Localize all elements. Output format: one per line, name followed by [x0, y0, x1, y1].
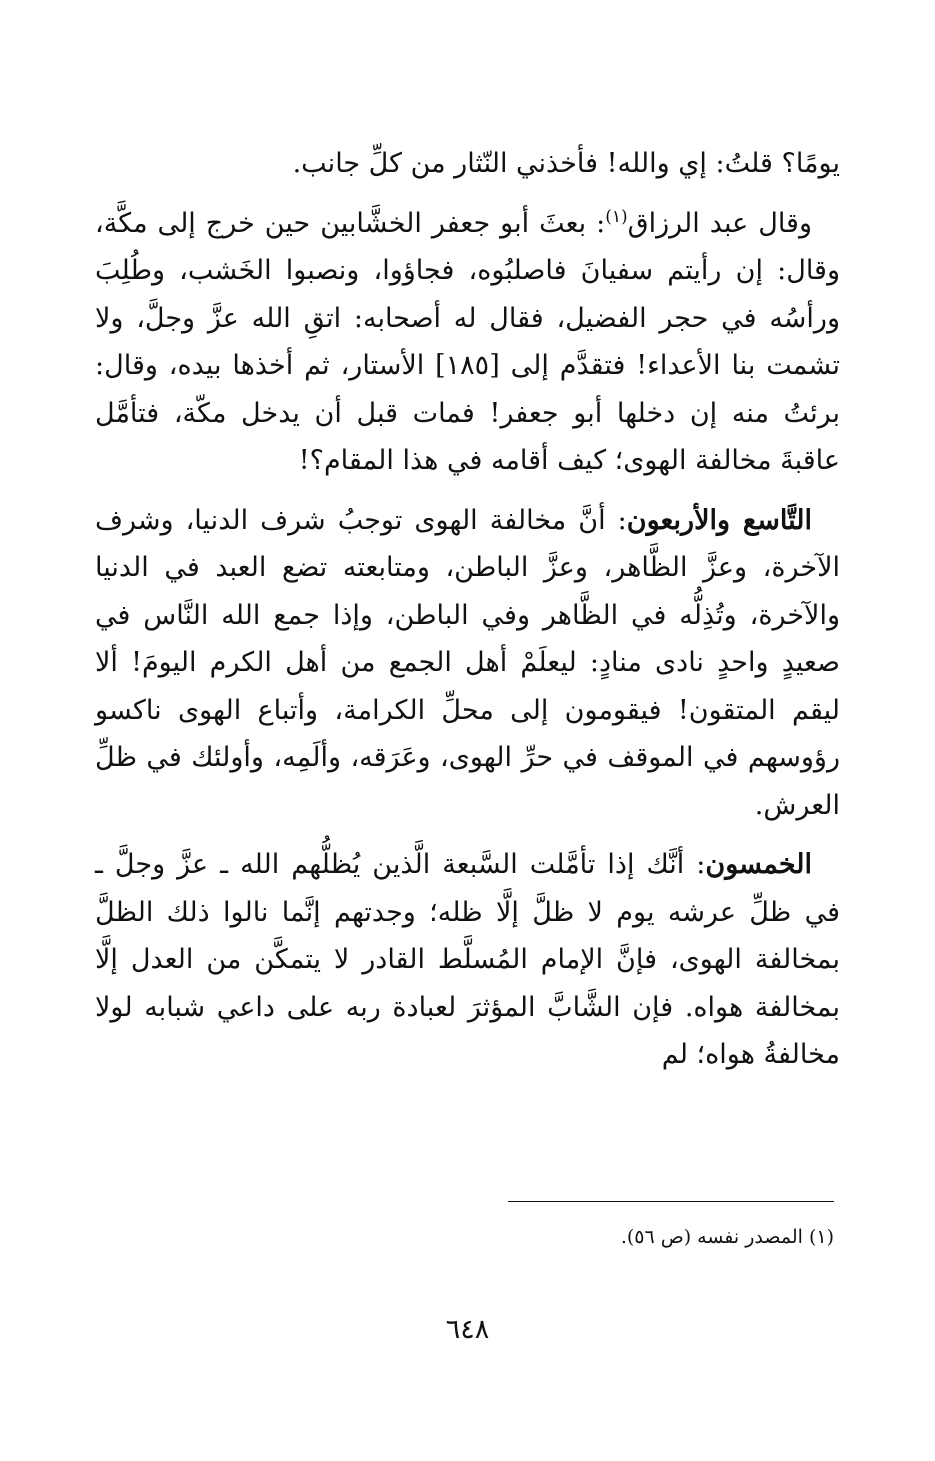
footnote-divider	[508, 1201, 834, 1202]
paragraph-2-text: : بعثَ أبو جعفر الخشَّابين حين خرج إلى مكَّة، وقال: إن رأيتم سفيانَ فاصلبُوه، فجاؤوا، ونصبوا الخَشب، وطُلِبَ ورأسُه في حجر الفضيل، فقال له أصحابه: اتقِ الله عزَّ وجلَّ، ولا تشمت بنا الأعداء! فتقدَّم إلى [١٨٥] الأستار، ثم أخذها بيده، وقال: برئتُ منه إن دخلها أبو جعفر! فمات قبل أن يدخل مكّة، فتأمَّل عاقبةَ مخالفة الهوى؛ كيف أقامه في هذا المقام؟!	[95, 207, 840, 476]
footnote-reference[interactable]: (١)	[605, 206, 628, 227]
paragraph-3	[95, 497, 840, 830]
paragraph-4	[95, 841, 840, 1079]
main-text	[95, 140, 840, 1091]
paragraph-3-heading: التَّاسع والأربعون	[626, 504, 812, 536]
paragraph-1-text: يومًا؟ قلتُ: إي والله! فأخذني النّثار من كلِّ جانب.	[292, 148, 840, 179]
paragraph-4-text: : أنَّك إذا تأمَّلت السَّبعة الَّذين يُظلُّهم الله ـ عزَّ وجلَّ ـ في ظلِّ عرشه يوم لا ظلَّ إلَّا ظله؛ وجدتهم إنَّما نالوا ذلك الظلَّ بمخالفة الهوى، فإنَّ الإمام المُسلَّط القادر لا يتمكَّن من العدل إلَّا بمخالفة هواه. فإن الشَّابَّ المؤثرَ لعبادة ربه على داعي شبابه لولا مخالفةُ هواه؛ لم	[95, 849, 840, 1070]
footnote: (١) المصدر نفسه (ص ٥٦).	[620, 1226, 834, 1248]
paragraph-2	[95, 200, 840, 485]
page-number: ٦٤٨	[445, 1314, 490, 1345]
paragraph-4-heading: الخمسون	[705, 849, 812, 880]
paragraph-2-opening: وقال عبد الرزاق	[627, 207, 812, 239]
paragraph-1	[95, 140, 840, 188]
paragraph-3-text: : أنَّ مخالفة الهوى توجبُ شرف الدنيا، وشرف الآخرة، وعزَّ الظَّاهر، وعزَّ الباطن، ومتابعته تضع العبد في الدنيا والآخرة، وتُذِلُّه في الظَّاهر وفي الباطن، وإذا جمع الله النَّاس في صعيدٍ واحدٍ نادى منادٍ: ليعلَمْ أهل الجمع من أهل الكرم اليومَ! ألا ليقم المتقون! فيقومون إلى محلِّ الكرامة، وأتباع الهوى ناكسو رؤوسهم في الموقف في حرِّ الهوى، وعَرَقه، وألَمِه، وأولئك في ظلِّ العرش.	[95, 504, 840, 821]
